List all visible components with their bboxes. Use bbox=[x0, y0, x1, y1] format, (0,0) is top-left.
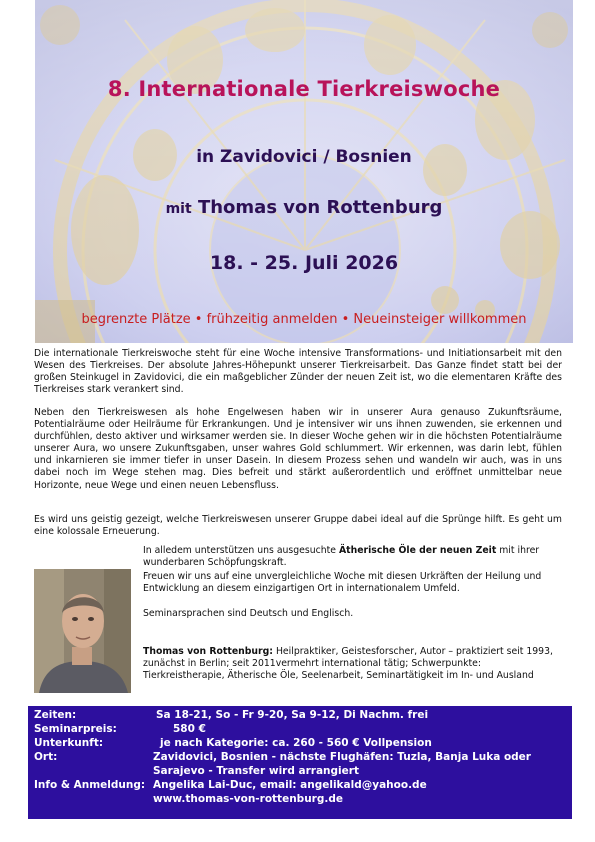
event-location: in Zavidovici / Bosnien bbox=[196, 147, 412, 167]
presenter-photo bbox=[34, 569, 131, 693]
intro-paragraph: Die internationale Tierkreiswoche steht für eine Woche intensive Transformations- und Initiationsarbeit mit den Wesen des Tierkreises. Der absolute Jahres-Höhepunkt unserer Tierkreisarbeit. Das Ganze findet statt bei der großen Steinkugel in Zavidovici, die ein maßgeblicher Zünder der neuen Zeit ist, wo die elementaren Kräfte des Tierkreises stark verankert sind. bbox=[34, 348, 562, 396]
bio-paragraph bbox=[143, 646, 563, 682]
oils-paragraph bbox=[143, 545, 563, 569]
bio-text: Heilpraktiker, Geistesforscher, Autor – praktiziert seit 1993, zunächst in Berlin; seit 2011vermehrt international tätig; Schwerpunkte: Tierkreistherapie, Ätherische Öle, Seelenarbeit, Seminartätigkeit im In- und Ausland bbox=[143, 646, 553, 682]
registration-value[interactable]: Angelika Lai-Duc, email: angelikald@yahoo.de bbox=[153, 779, 427, 791]
zodiac-dial-background bbox=[35, 0, 573, 343]
event-presenter bbox=[35, 197, 573, 218]
presenter-portrait-image bbox=[34, 569, 131, 693]
oils-highlight: Ätherische Öle der neuen Zeit bbox=[338, 545, 497, 556]
oils-text-pre: In alledem unterstützen uns ausgesuchte bbox=[143, 545, 339, 556]
potential-text-extra: als hohe Engelwesen bbox=[175, 407, 284, 418]
bio-name: Thomas von Rottenburg: bbox=[143, 646, 273, 657]
potential-paragraph bbox=[34, 407, 562, 492]
info-box bbox=[28, 706, 572, 819]
price-label: Seminarpreis: bbox=[34, 723, 117, 735]
renewal-paragraph: Es wird uns geistig gezeigt, welche Tierkreiswesen unserer Gruppe dabei ideal auf die Sprünge hilft. Es geht um eine kolossale Erneuerung. bbox=[34, 514, 562, 538]
event-dates: 18. - 25. Juli 2026 bbox=[209, 252, 399, 274]
accommodation-value: je nach Kategorie: ca. 260 - 560 € Vollpension bbox=[160, 737, 432, 749]
website-link[interactable]: www.thomas-von-rottenburg.de bbox=[153, 793, 343, 805]
presenter-name: Thomas von Rottenburg bbox=[197, 197, 443, 218]
week-paragraph: Freuen wir uns auf eine unvergleichliche Woche mit diesen Urkräften der Heilung und Entwicklung an diesem einzigartigen Ort in internationalem Umfeld. bbox=[143, 571, 542, 595]
location-label: Ort: bbox=[34, 751, 58, 763]
event-notes: begrenzte Plätze • frühzeitig anmelden • Neueinsteiger willkommen bbox=[81, 312, 527, 327]
presenter-prefix: mit bbox=[165, 201, 192, 217]
times-value: Sa 18-21, So - Fr 9-20, Sa 9-12, Di Nachm. frei bbox=[156, 709, 429, 721]
oils-text-post: mit ihrer wunderbaren Schöpfungskraft. bbox=[143, 545, 540, 569]
potential-text: Neben den Tierkreiswesen als hohe Engelwesen haben wir in unserer Aura genauso Zukunftsräume, Potentialräume oder Heilräume für Erkrankungen. Und je intensiver wir uns ihnen zuwenden, sie erkennen und durchfühlen, desto aktiver und wirksamer werden sie. In dieser Woche gehen wir in die höchsten Potentialräume unserer Aura, wo unsere Zukunftsgaben, unser wahres Gold schlummert. Wir erkennen, was darin lebt, fühlen und inkarnieren sie immer tiefer in unser Dasein. In diesem Prozess sehen und wandeln wir auch, was in uns dabei noch im Wege stehen mag. Dies befreit und stärkt außerordentlich und eröffnet unmittelbar neue Horizonte, neue Wege und einen neuen Lebensfluss. bbox=[34, 407, 562, 491]
languages-paragraph: Seminarsprachen sind Deutsch und Englisch. bbox=[143, 608, 354, 619]
times-label: Zeiten: bbox=[34, 709, 77, 721]
price-value: 580 € bbox=[173, 723, 206, 735]
location-value-line1: Zavidovici, Bosnien - nächste Flughäfen: Tuzla, Banja Luka oder bbox=[153, 751, 531, 763]
registration-label: Info & Anmeldung: bbox=[34, 779, 146, 791]
accommodation-label: Unterkunft: bbox=[34, 737, 104, 749]
event-title: 8. Internationale Tierkreiswoche bbox=[107, 77, 501, 101]
header-banner bbox=[35, 0, 573, 343]
location-value-line2: Sarajevo - Transfer wird arrangiert bbox=[153, 765, 359, 777]
